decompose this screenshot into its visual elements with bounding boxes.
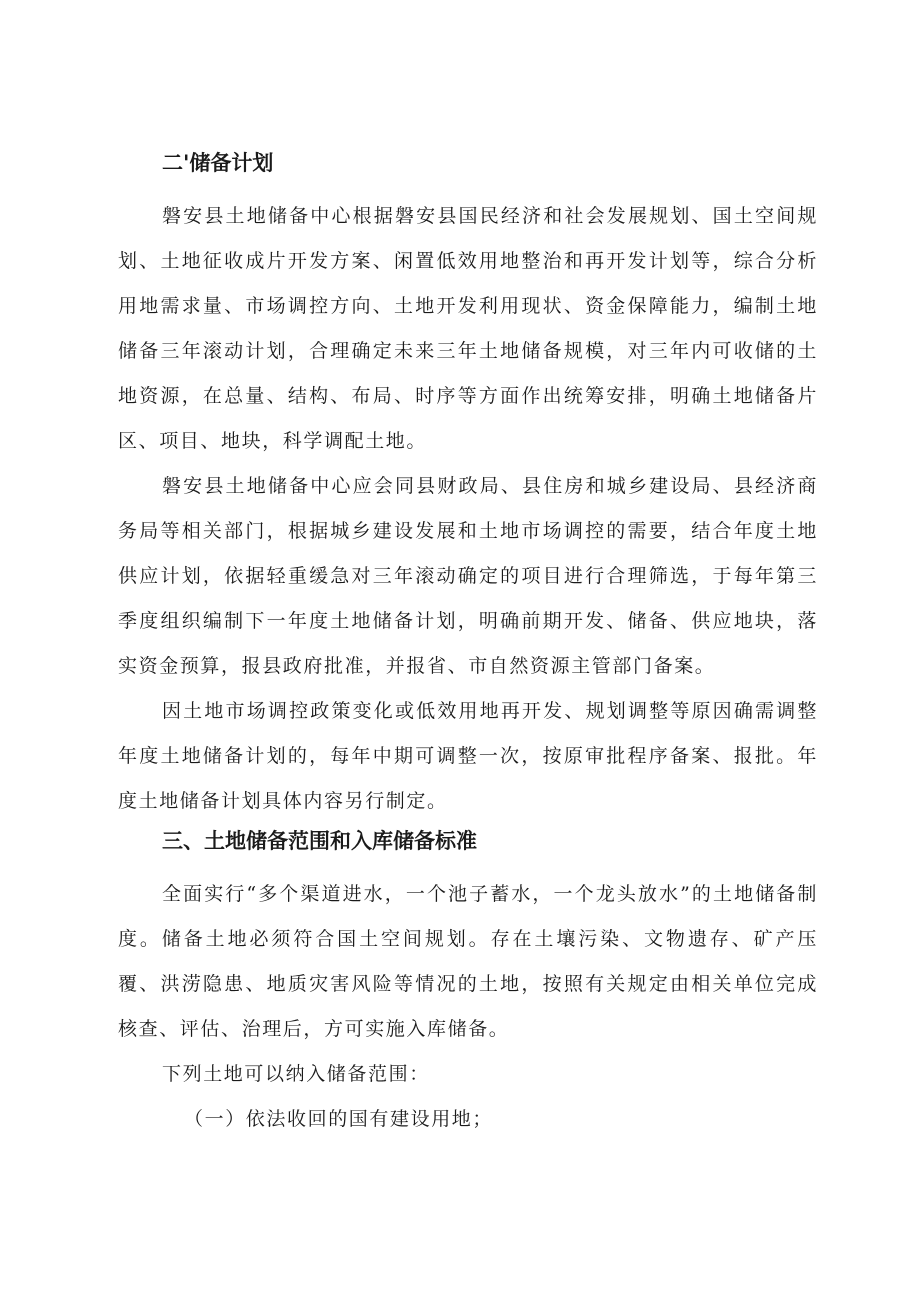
section-heading-reserve-scope: 三、土地储备范围和入库储备标准 [162, 829, 477, 853]
paragraph: 磐安县土地储备中心应会同县财政局、县住房和城乡建设局、县经济商务局等相关部门，根据城乡建设发展和土地市场调控的需要，结合年度土地供应计划，依据轻重缓急对三年滚动确定的项目进行合理筛选，于每年第三季度组织编制下一年度土地储备计划，明确前期开发、储备、供应地块，落实资金预算，报县政府批准，并报省、市自然资源主管部门备案。 [118, 475, 818, 677]
section-heading-reserve-plan: 二'储备计划 [162, 151, 274, 175]
paragraph: 全面实行“多个渠道进水，一个池子蓄水，一个龙头放水”的土地储备制度。储备土地必须符合国土空间规划。存在土壤污染、文物遗存、矿产压覆、洪涝隐患、地质灾害风险等情况的土地，按照有关规定由相关单位完成核查、评估、治理后，方可实施入库储备。 [118, 883, 818, 1040]
paragraph: 磐安县土地储备中心根据磐安县国民经济和社会发展规划、国土空间规划、土地征收成片开发方案、闲置低效用地整治和再开发计划等，综合分析用地需求量、市场调控方向、土地开发利用现状、资金保障能力，编制土地储备三年滚动计划，合理确定未来三年土地储备规模，对三年内可收储的土地资源，在总量、结构、布局、时序等方面作出统筹安排，明确土地储备片区、项目、地块，科学调配土地。 [118, 205, 818, 452]
list-item: （一）依法收回的国有建设用地； [184, 1108, 494, 1130]
paragraph: 因土地市场调控政策变化或低效用地再开发、规划调整等原因确需调整年度土地储备计划的，每年中期可调整一次，按原审批程序备案、报批。年度土地储备计划具体内容另行制定。 [118, 700, 818, 812]
list-intro: 下列土地可以纳入储备范围： [162, 1063, 430, 1085]
document-body [118, 150, 818, 1142]
